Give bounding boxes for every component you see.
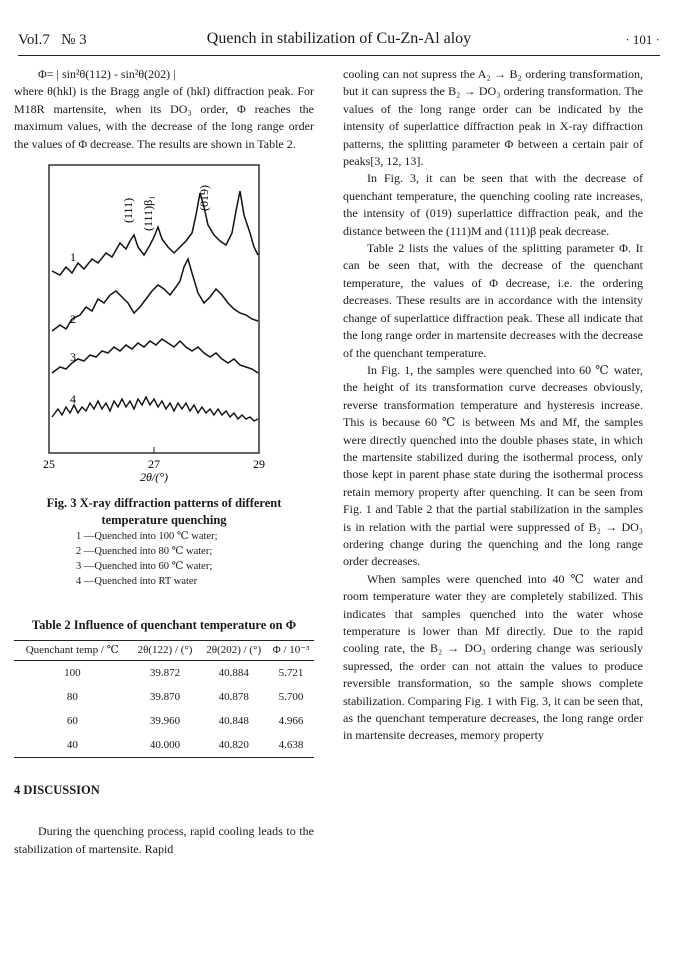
xrd-curve-2	[52, 259, 258, 331]
left-column	[14, 66, 314, 858]
table-header: 2θ(202) / (°)	[199, 641, 268, 661]
paragraph: When samples were quenched into 40 ℃ water and room temperature water they are completely stabilized. This indicates that samples quenched into the water whose temperature is lower than Mf directly. Due to the rapid cooling rate, the B₂ → DO₃ ordering change was seriously supressed, the order can not attain the values to produce reversible transformation, so the sample shows complete stabilization. Comparing Fig. 1 with Fig. 3, it can be seen that, as the quenchant temperature decreases, the long range order in martensite decreases, memory property	[343, 571, 643, 743]
table-row	[14, 709, 314, 733]
header-rule	[18, 55, 660, 56]
xrd-curve-3	[52, 339, 258, 373]
figure-caption: Fig. 3 X-ray diffraction patterns of different temperature quenching	[46, 496, 282, 528]
figure-legend	[14, 529, 314, 589]
table-header: Φ / 10⁻³	[268, 641, 314, 661]
xrd-plot	[14, 163, 314, 483]
formula: Φ= | sin²θ(112) - sin²θ(202) |	[38, 67, 176, 81]
table-cell: 40.000	[131, 733, 200, 758]
xrd-curve-1	[52, 191, 258, 275]
table-cell: 40.820	[199, 733, 268, 758]
table-caption: Table 2 Influence of quenchant temperature on Φ	[31, 618, 297, 633]
table-cell: 40.884	[218, 667, 249, 680]
paragraph: Table 2 lists the values of the splitting parameter Φ. It can be seen that, with the decrease of the quenchant temperature, the values of Φ decrease, i.e. the ordering decreases. These results are in accordance with the intensity change of superlattice diffraction peak. These all indicate that the long range order in martensite decreases with the decrease of the quenchant temperature.	[343, 241, 643, 360]
table-row	[14, 685, 314, 709]
x-tick-label: 27	[148, 457, 160, 472]
right-column	[343, 66, 643, 745]
table-cell: 39.872	[149, 667, 181, 680]
running-header	[18, 30, 660, 52]
table-header: Quenchant temp / ℃	[14, 641, 131, 661]
x-tick-label: 25	[43, 457, 55, 472]
figure-3	[14, 163, 314, 623]
page-number: · 101 ·	[625, 32, 660, 47]
table-cell: 39.960	[149, 715, 181, 728]
legend-item: 4 —Quenched into RT water	[76, 576, 198, 588]
volume-number: Vol.7 № 3	[18, 32, 87, 48]
table-cell: 5.721	[278, 667, 304, 680]
table-cell: 100	[64, 667, 81, 680]
peak-label: (111)	[121, 197, 135, 224]
table-cell: 60	[66, 715, 78, 728]
paragraph: In Fig. 1, the samples were quenched into 60 ℃ water, the height of its transformation curve decreases obviously, reverse transformation temperature and hysteresis increase. This is because 60 ℃ is between Ms and Mf, the samples were directly quenched into the double phases state, in which the martensite stabilized during the isothermal process, only those kept in parent phase state during the isothermal process retain memory property after quenching. It can be seen from Fig. 1 and Table 2 that the partial stabilization in the samples is in relation with the partial were suppressed of B₂ → DO₃ ordering change during the quenching and the long range order decreases.	[343, 362, 643, 569]
curve-label: 3	[70, 350, 76, 365]
curve-label: 1	[70, 250, 76, 265]
paragraph: where θ(hkl) is the Bragg angle of (hkl) diffraction peak. For M18R martensite, when its DO₃ order, Φ reaches the maximum values, with the decrease of the long range order the values of Φ decrease. The results are shown in Table 2.	[14, 84, 314, 151]
curve-label: 4	[70, 392, 76, 407]
table-2	[14, 640, 314, 758]
table-header: 2θ(122) / (°)	[131, 641, 200, 661]
legend-item: 2 —Quenched into 80 ℃ water;	[76, 546, 213, 558]
running-title: Quench in stabilization of Cu-Zn-Al aloy	[206, 30, 472, 47]
table-cell: 40.878	[218, 691, 249, 704]
table-cell: 80	[66, 691, 78, 704]
x-axis-label: 2θ/(°)	[139, 470, 169, 484]
table-cell: 4.638	[268, 733, 314, 758]
paragraph: cooling can not supress the A₂ → B₂ ordering transformation, but it can supress the B₂ → DO₃ ordering transformation. The values of the long range order can be indicated by the intensity of superlattice diffraction peak in X-ray diffraction patterns, the splitting parameter Φ between a certain pair of peaks[3, 12, 13].	[343, 67, 643, 169]
x-tick-label: 29	[253, 457, 265, 472]
table-cell: 5.700	[278, 691, 304, 704]
peak-label: (111)β₁	[141, 195, 155, 232]
curve-label: 2	[70, 312, 76, 327]
section-heading: 4 DISCUSSION	[14, 783, 100, 798]
table-row	[14, 661, 314, 686]
table-cell: 39.870	[149, 691, 181, 704]
table-cell: 4.966	[278, 715, 304, 728]
paragraph: During the quenching process, rapid cooling leads to the stabilization of martensite. Rapid	[14, 824, 314, 856]
legend-item: 3 —Quenched into 60 ℃ water;	[76, 561, 213, 573]
table-row	[14, 733, 314, 758]
table-cell: 40	[14, 733, 131, 758]
paragraph: In Fig. 3, it can be seen that with the decrease of quenchant temperature, the quenching cooling rate increases, the intensity of (019) superlattice diffraction peak, and the distance between the (111)M and (111)β peak decrease.	[343, 171, 643, 238]
xrd-curve-4	[52, 397, 258, 421]
table-cell: 40.848	[218, 715, 249, 728]
peak-label: (019)	[197, 185, 211, 212]
legend-item: 1 —Quenched into 100 ℃ water;	[76, 531, 218, 543]
